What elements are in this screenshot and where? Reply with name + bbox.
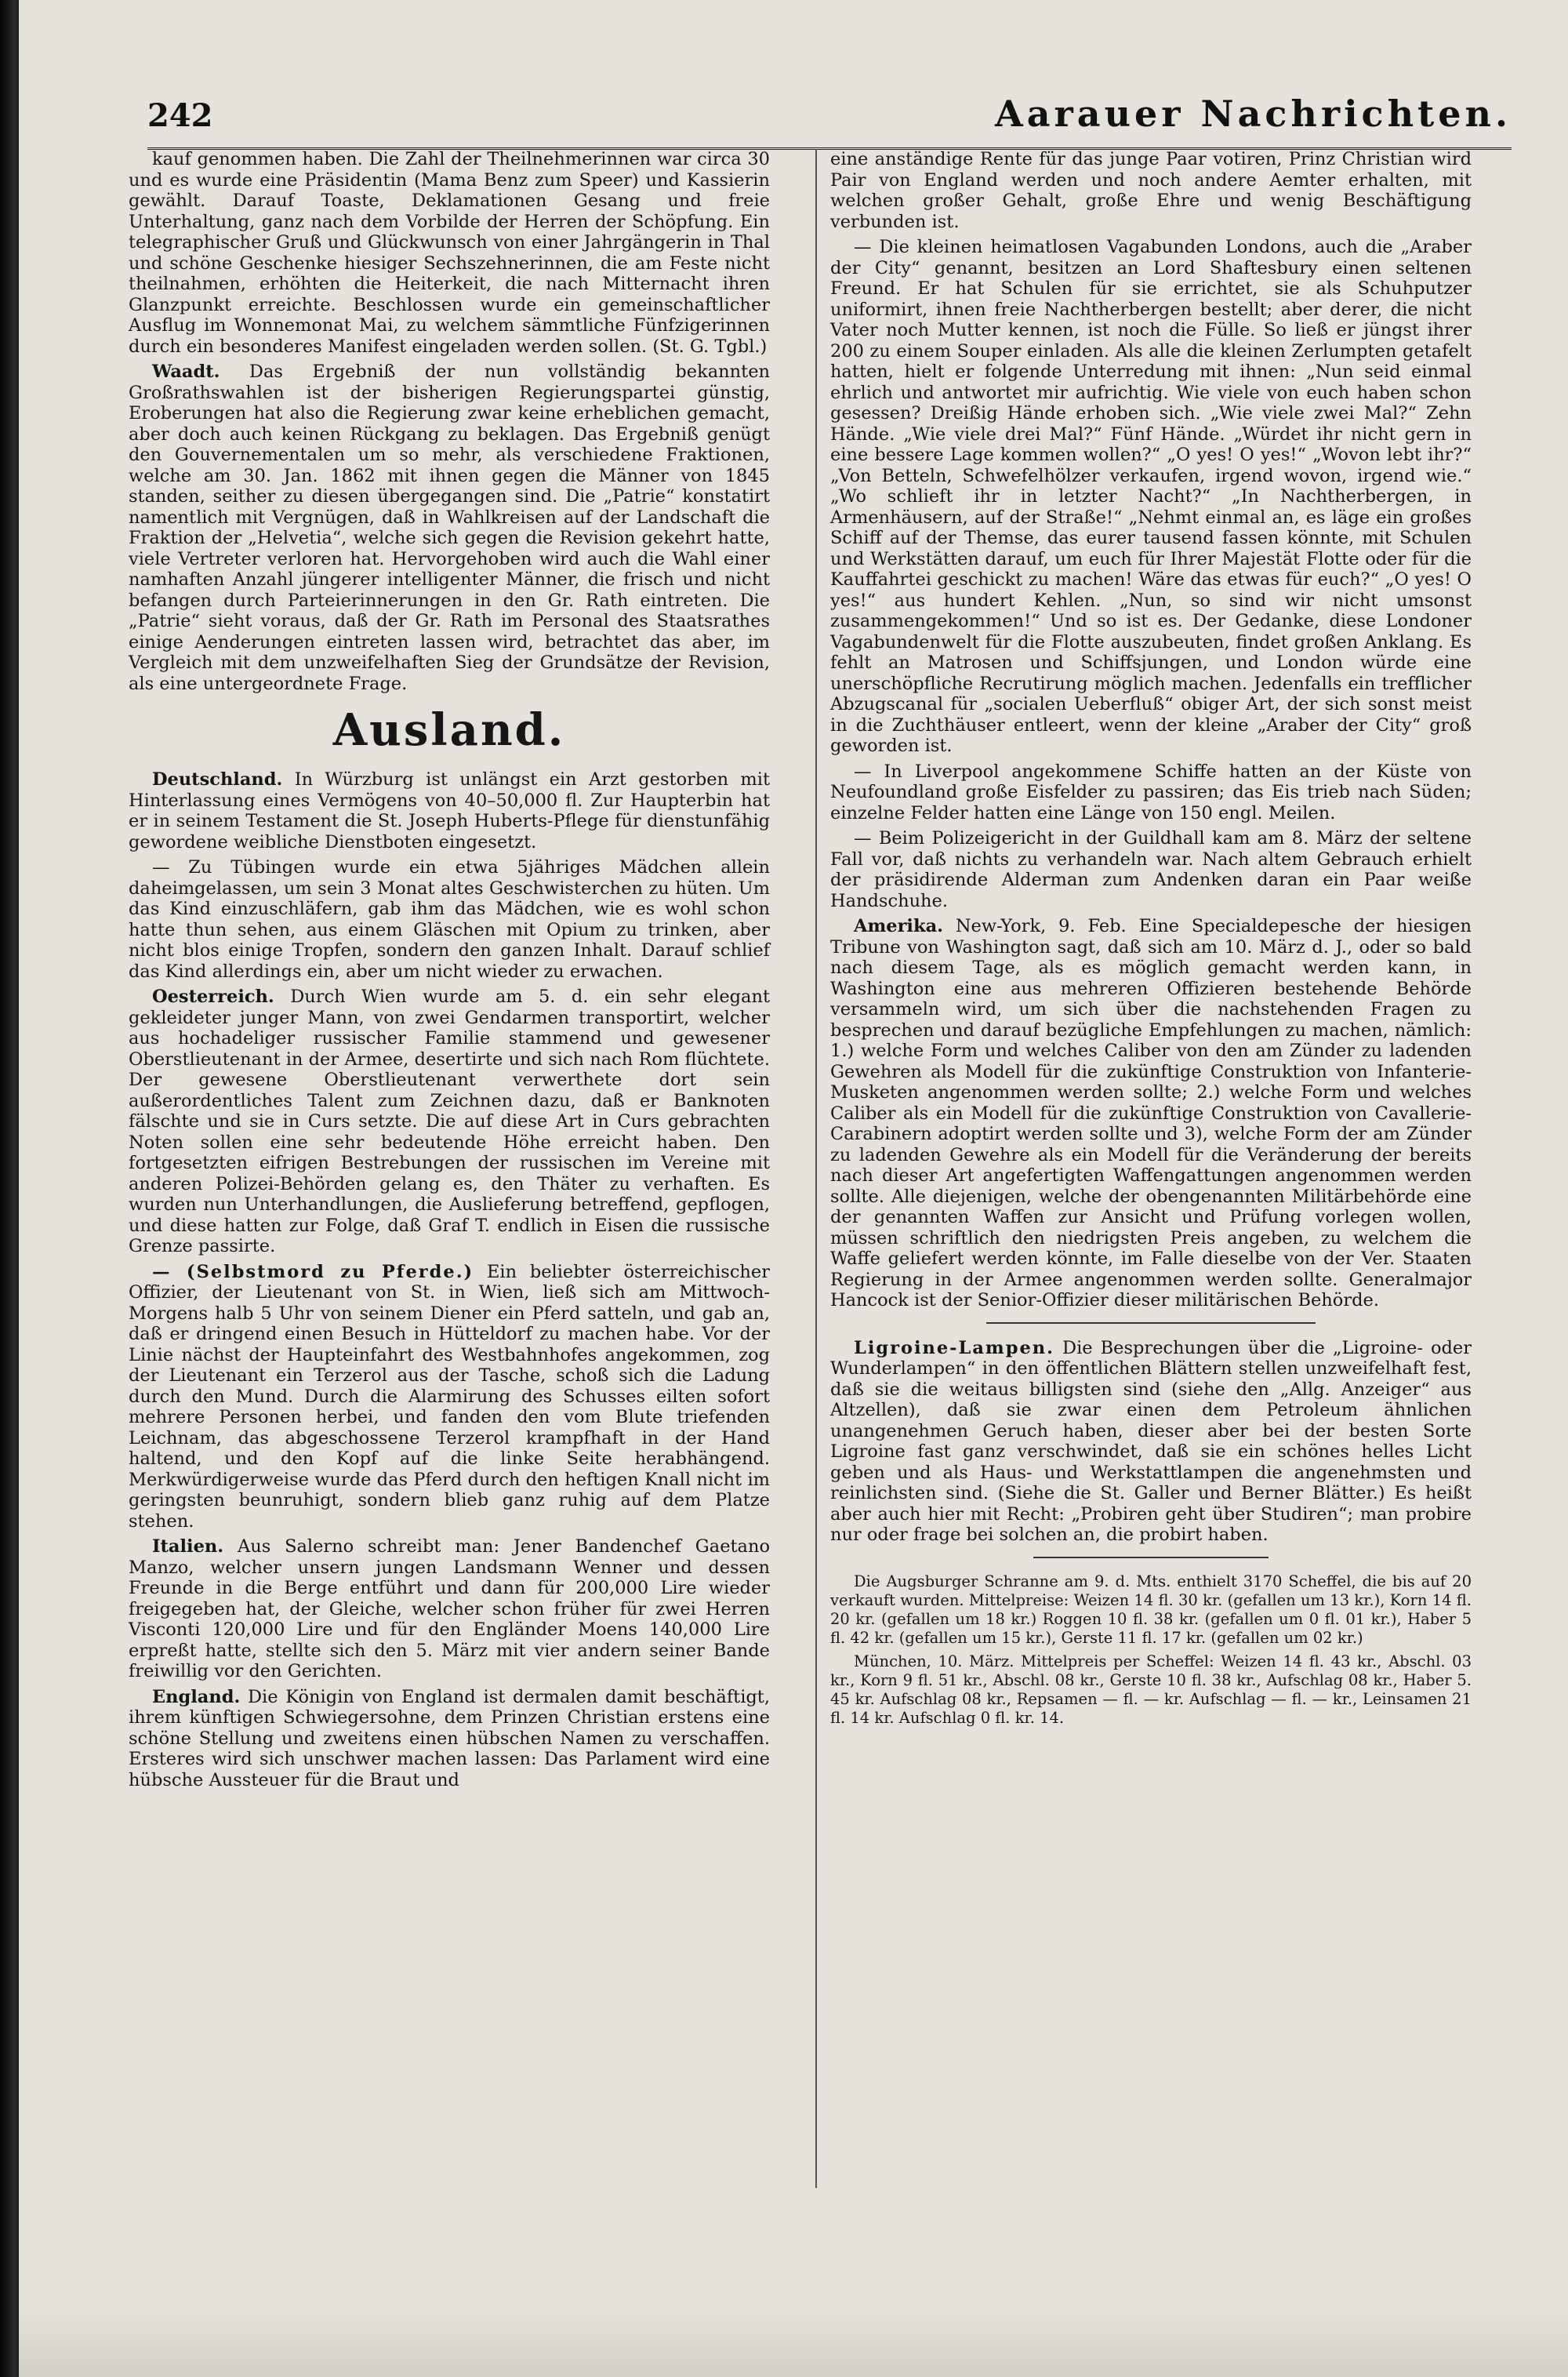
article-lead: Waadt. [152, 362, 220, 382]
article-paragraph [129, 1262, 770, 1532]
article-text: — Die kleinen heimatlosen Vagabunden Londons, auch die „Araber der City“ genannt, besitzen an Lord Shaftesbury einen seltenen Freund. Er hat Schulen für sie errichtet, sie als Schuhputzer uniformirt, ihnen freie Nachtherbergen bestellt; aber derer, die nicht Vater noch Mutter kennen, ist noch die Fülle. So ließ er jüngst ihrer 200 zu einem Souper einladen. Als alle die kleinen Zerlumpten getafelt hatten, hielt er folgende Unterredung mit ihnen: „Nun seid einmal ehrlich und antwortet mir aufrichtig. Wie viele von euch haben schon gesessen? Dreißig Hände erhoben sich. „Wie viele zwei Mal?“ Zehn Hände. „Wie viele drei Mal?“ Fünf Hände. „Würdet ihr nicht gern in eine bessere Lage kommen wollen?“ „O yes! O yes!“ „Wovon lebt ihr?“ „Von Betteln, Schwefelhölzer verkaufen, irgend wovon, irgend wie.“ „Wo schlieft ihr in letzter Nacht?“ „In Nachtherbergen, in Armenhäusern, auf der Straße!“ „Nehmt einmal an, es läge ein großes Schiff auf der Themse, das eurer tausend fassen könnte, mit Schulen und Werkstätten darauf, um euch für Ihrer Majestät Flotte oder für die Kauffahrtei geschickt zu machen! Wäre das etwas für euch?“ „O yes! O yes!“ aus hundert Kehlen. „Nun, so sind wir nicht umsonst zusammengekommen!“ Und so ist es. Der Gedanke, diese Londoner Vagabundenwelt für die Flotte auszubeuten, findet großen Anklang. Es fehlt an Matrosen und Schiffsjungen, und London würde eine unerschöpfliche Recrutirung möglich machen. Jedenfalls ein trefflicher Abzugscanal für „socialen Ueberfluß“ obiger Art, der sich sonst meist in die Zuchthäuser entleert, wenn der kleine „Araber der City“ groß geworden ist. [830, 237, 1472, 756]
page-number: 242 [147, 97, 213, 134]
article-lead: — (Selbstmord zu Pferde.) [152, 1261, 474, 1282]
separator-rule [1033, 1557, 1269, 1558]
article-lead: England. [152, 1686, 241, 1707]
article-paragraph [129, 987, 770, 1257]
article-text: Durch Wien wurde am 5. d. ein sehr elegant gekleideter junger Mann, von zwei Gendarmen transportirt, welcher aus hochadeliger russischer Familie stammend und gewesener Oberstlieutenant in der Armee, desertirte und sich nach Rom flüchtete. Der gewesene Oberstlieutenant verwerthete dort sein außerordentliches Talent zum Zeichnen dazu, daß er Banknoten fälschte und sie in Curs setzte. Die auf diese Art in Curs gebrachten Noten sollen eine sehr bedeutende Höhe erreicht haben. Den fortgesetzten eifrigen Bestrebungen der russischen im Vereine mit anderen Polizei-Behörden gelang es, den Thäter zu verhaften. Es wurden nun Unterhandlungen, die Auslieferung betreffend, gepflogen, und diese hatten zur Folge, daß Graf T. endlich in Eisen die russische Grenze passirte. [129, 987, 770, 1256]
article-lead: Amerika. [854, 916, 943, 936]
article-text: Die Augsburger Schranne am 9. d. Mts. enthielt 3170 Scheffel, die bis auf 20 verkauft wurden. Mittelpreise: Weizen 14 fl. 30 kr. (gefallen um 13 kr.), Korn 14 fl. 20 kr. (gefallen um 18 kr.) Roggen 10 fl. 38 kr. (gefallen um 0 fl. 01 kr.), Haber 5 fl. 42 kr. (gefallen um 15 kr.), Gerste 11 fl. 17 kr. (gefallen um 02 kr.) [830, 1572, 1472, 1647]
article-paragraph [830, 149, 1472, 232]
article-lead: Deutschland. [152, 769, 283, 790]
article-paragraph [830, 237, 1472, 757]
section-heading: Ausland. [332, 704, 566, 756]
article-text: eine anständige Rente für das junge Paar votiren, Prinz Christian wird Pair von England werden und noch andere Aemter erhalten, mit welchen großer Gehalt, große Ehre und wenig Beschäftigung verbunden ist. [830, 149, 1472, 232]
article-text: Aus Salerno schreibt man: Jener Bandenchef Gaetano Manzo, welcher unsern jungen Landsmann Wenner und dessen Freunde in die Berge entführt und dann für 200,000 Lire wieder freigegeben hat, der Gleiche, welcher schon früher für zwei Herren Visconti 120,000 Lire und für den Engländer Moens 140,000 Lire erpreßt hatte, stellte sich den 5. März mit vier andern seiner Bande freiwillig vor den Gerichten. [129, 1536, 771, 1681]
column-divider [815, 149, 817, 2188]
article-text: — Beim Polizeigericht in der Guildhall kam am 8. März der seltene Fall vor, daß nichts zu verhandeln war. Nach altem Gebrauch erhielt der präsidirende Alderman zum Andenken daran ein Paar weiße Handschuhe. [830, 828, 1472, 911]
article-text: Ein beliebter österreichischer Offizier, der Lieutenant von St. in Wien, ließ sich am Mittwoch-Morgens halb 5 Uhr von seinem Diener ein Pferd satteln, und gab an, daß er dringend einen Besuch in Hütteldorf zu machen habe. Vor der Linie nächst der Haupteinfahrt des Westbahnhofes angekommen, zog der Lieutenant ein Terzerol aus der Tasche, schoß sich die Ladung durch den Mund. Durch die Alarmirung des Schusses eilten sofort mehrere Personen herbei, und fanden den vom Blute triefenden Leichnam, das abgeschossene Terzerol krampfhaft in der Hand haltend, und den Kopf auf die linke Seite herabhängend. Merkwürdigerweise wurde das Pferd durch den heftigen Knall nicht im geringsten beunruhigt, sondern blieb ganz ruhig auf dem Platze stehen. [129, 1261, 770, 1532]
separator-rule [986, 1322, 1316, 1324]
article-text: Das Ergebniß der nun vollständig bekannten Großrathswahlen ist der bisherigen Regierungspartei günstig, Eroberungen hat also die Regierung zwar keine erheblichen gemacht, aber doch auch keinen Rückgang zu beklagen. Das Ergebniß genügt den Gouvernementalen um so mehr, als verschiedene Fraktionen, welche am 30. Jan. 1862 mit ihnen gegen die Männer von 1845 standen, seither zu diesen übergegangen sind. Die „Patrie“ konstatirt namentlich mit Vergnügen, daß in Wahlkreisen auf der Landschaft die Fraktion der „Helvetia“, welche sich gegen die Revision gekehrt hatte, viele Vertreter verloren hat. Hervorgehoben wird auch die Wahl einer namhaften Anzahl jüngerer intelligenter Männer, die frisch und nicht befangen durch Parteierinnerungen in den Gr. Rath eintreten. Die „Patrie“ sieht voraus, daß der Gr. Rath im Personal des Staatsrathes einige Aenderungen eintreten lassen wird, betrachtet das aber, im Vergleich mit dem unzweifelhaften Sieg der Grundsätze der Revision, als eine untergeordnete Frage. [129, 362, 771, 694]
article-lead: Italien. [152, 1536, 224, 1557]
article-paragraph [129, 149, 770, 357]
article-paragraph [830, 828, 1472, 911]
article-paragraph [830, 916, 1472, 1311]
article-paragraph [830, 761, 1472, 824]
article-text: — Zu Tübingen wurde ein etwa 5jähriges Mädchen allein daheimgelassen, um sein 3 Monat altes Geschwisterchen zu hüten. Um das Kind einzuschläfern, gab ihm das Mädchen, wie es wohl schon hatte thun sehen, aus einem Gläschen mit Opium zu trinken, aber nicht blos einige Tropfen, sondern den ganzen Inhalt. Darauf schlief das Kind allerdings ein, aber um nicht wieder zu erwachen. [129, 857, 770, 982]
article-lead: Ligroine-Lampen. [854, 1337, 1054, 1358]
article-paragraph [129, 857, 770, 982]
article-text: Die Königin von England ist dermalen damit beschäftigt, ihrem künftigen Schwiegersohne, dem Prinzen Christian erstens eine schöne Stellung und zweitens einen hübschen Namen zu verschaffen. Ersteres wird sich unschwer machen lassen: Das Parlament wird eine hübsche Aussteuer für die Braut und [129, 1686, 770, 1790]
page-bottom-shadow [19, 2306, 1568, 2377]
article-text: kauf genommen haben. Die Zahl der Theilnehmerinnen war circa 30 und es wurde eine Präsidentin (Mama Benz zum Speer) und Kassierin gewählt. Darauf Toaste, Deklamationen Gesang und freie Unterhaltung, ganz nach dem Vorbilde der Herren der Schöpfung. Ein telegraphischer Gruß und Glückwunsch von einer Jahrgängerin in Thal und schöne Geschenke hiesiger Sechszehnerinnen, die am Feste nicht theilnahmen, erhöhten die Heiterkeit, die nach Mitternacht ihren Glanzpunkt erreichte. Beschlossen wurde ein gemeinschaftlicher Ausflug im Wonnemonat Mai, zu welchem sämmtliche Fünfzigerinnen durch ein besonderes Manifest eingeladen werden sollen. (St. G. Tgbl.) [129, 149, 770, 357]
article-text: Die Besprechungen über die „Ligroine- oder Wunderlampen“ in den öffentlichen Blättern stellen unzweifelhaft fest, daß sie die weitaus billigsten sind (siehe den „Allg. Anzeiger“ aus Altzellen), daß sie zwar einen dem Petroleum ähnlichen unangenehmen Geruch haben, dieser aber bei der besten Sorte Ligroine fast ganz verschwindet, daß sie ein schönes helles Licht geben und als Haus- und Werkstattlampen die angenehmsten und reinlichsten sind. (Siehe die St. Galler und Berner Blätter.) Es heißt aber auch hier mit Recht: „Probiren geht über Studiren“; man probire nur oder frage bei solchen an, die probirt haben. [830, 1337, 1472, 1545]
article-text: In Würzburg ist unlängst ein Arzt gestorben mit Hinterlassung eines Vermögens von 40–50,000 fl. Zur Haupterbin hat er in seinem Testament die St. Joseph Huberts-Pflege für dienstunfähig gewordene weibliche Dienstboten eingesetzt. [129, 769, 770, 852]
newspaper-page [19, 0, 1568, 2377]
market-report [830, 1652, 1472, 1728]
newspaper-title: Aarauer Nachrichten. [995, 93, 1512, 135]
article-paragraph [129, 1536, 770, 1682]
article-paragraph [830, 1338, 1472, 1546]
market-report [830, 1572, 1472, 1648]
article-text: New-York, 9. Feb. Eine Specialdepesche der hiesigen Tribune von Washington sagt, daß sich am 10. März d. J., oder so bald nach diesem Tage, als es möglich gemacht werden kann, in Washington eine aus mehreren Offizieren bestehende Behörde versammeln wird, um sich über die nachstehenden Fragen zu besprechen und darauf bezügliche Empfehlungen zu machen, nämlich: 1.) welche Form und welches Caliber von den am Zünder zu ladenden Gewehren als Modell für die zukünftige Construktion von Infanterie-Musketen angenommen werden sollte; 2.) welche Form und welches Caliber als ein Modell für die zukünftige Construktion von Cavallerie-Carabinern adoptirt werden sollte und 3), welche Form der am Zünder zu ladenden Gewehre als ein Modell für die Veränderung der bereits nach dieser Art angefertigten Waffengattungen angenommen werden sollte. Alle diejenigen, welche der obengenannten Militärbehörde eine der genannten Waffen zur Ansicht und Prüfung vorlegen wollen, müssen schriftlich den niedrigsten Preis angeben, zu welchem die Waffe geliefert werden könnte, im Falle dieselbe von der Ver. Staaten Regierung in der Armee angenommen werden sollte. Generalmajor Hancock ist der Senior-Offizier dieser militärischen Behörde. [830, 916, 1472, 1310]
article-paragraph [129, 769, 770, 852]
article-text: München, 10. März. Mittelpreis per Scheffel: Weizen 14 fl. 43 kr., Abschl. 03 kr., Korn 9 fl. 51 kr., Abschl. 08 kr., Gerste 10 fl. 38 kr., Aufschlag 08 kr., Haber 5. 45 kr. Aufschlag 08 kr., Repsamen — fl. — kr. Aufschlag — fl. — kr., Leinsamen 21 fl. 14 kr. Aufschlag 0 fl. kr. 14. [830, 1652, 1472, 1727]
left-column [129, 149, 770, 1795]
article-text: — In Liverpool angekommene Schiffe hatten an der Küste von Neufoundland große Eisfelder zu passiren; das Eis trieb nach Süden; einzelne Felder hatten eine Länge von 150 engl. Meilen. [830, 761, 1472, 823]
article-lead: Oesterreich. [152, 987, 274, 1007]
right-column [830, 149, 1472, 1732]
page-header [147, 93, 1512, 150]
article-paragraph [129, 362, 770, 694]
article-paragraph [129, 1687, 770, 1791]
